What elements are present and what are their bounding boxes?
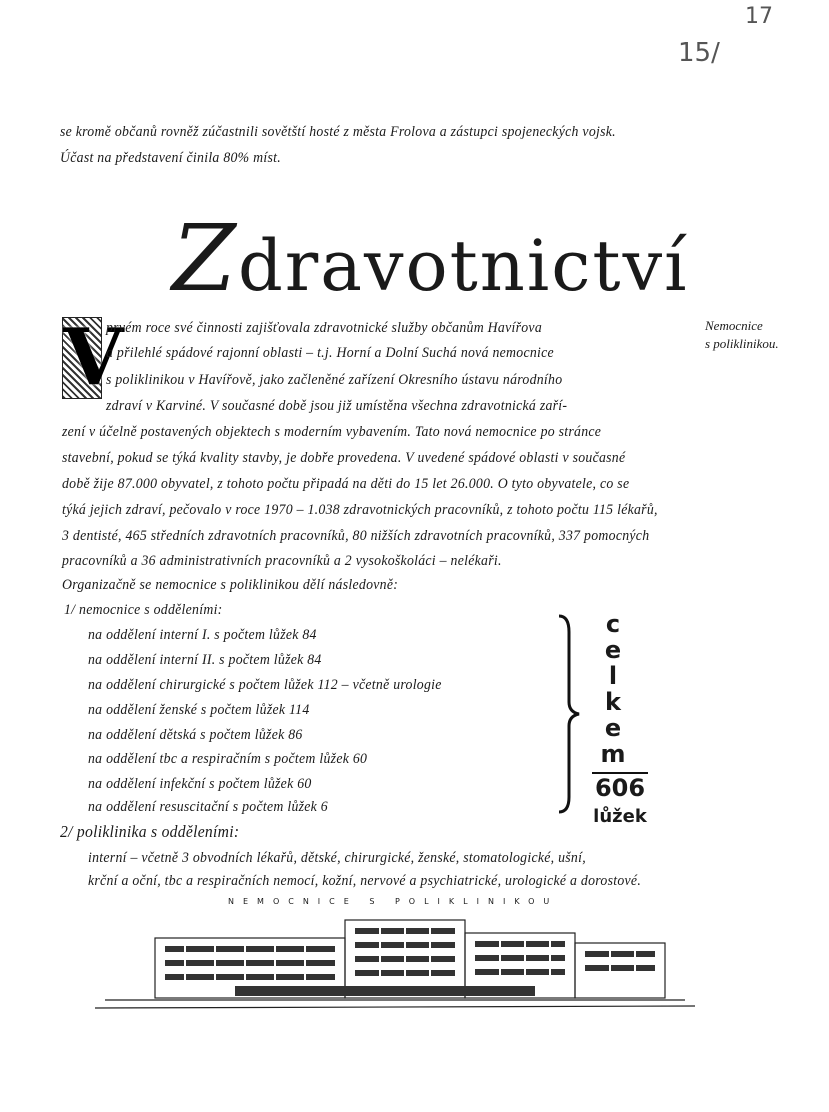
hospital-ward: na oddělení interní II. s počtem lůžek 84 bbox=[88, 652, 322, 668]
total-value: 606 bbox=[594, 774, 646, 802]
margin-note: s poliklinikou. bbox=[705, 336, 779, 351]
hospital-ward: na oddělení dětská s počtem lůžek 86 bbox=[88, 727, 303, 743]
total-letter: c bbox=[605, 610, 621, 638]
paragraph-line: stavební, pokud se týká kvality stavby, je dobře provedena. V uvedené spádové oblasti v současné bbox=[62, 450, 626, 466]
hospital-ward: na oddělení chirurgické s počtem lůžek 112 – včetně urologie bbox=[88, 677, 442, 693]
archive-number: 17 bbox=[745, 4, 773, 29]
paragraph-line: zdraví v Karviné. V současné době jsou již umístěna všechna zdravotnická zaří- bbox=[106, 398, 568, 414]
total-letter: e bbox=[604, 714, 622, 742]
total-unit: lůžek bbox=[593, 806, 647, 827]
intro-line: se kromě občanů rovněž zúčastnili sovětští hosté z města Frolova a zástupci spojeneckých vojsk. bbox=[60, 124, 616, 140]
section-title bbox=[172, 205, 689, 312]
total-letter: e bbox=[604, 636, 622, 664]
paragraph-line: zení v účelně postavených objektech s moderním vybavením. Tato nová nemocnice po stránce bbox=[62, 424, 602, 440]
paragraph-line: době žije 87.000 obyvatel, z tohoto počtu připadá na děti do 15 let 26.000. O tyto obyvatele, co se bbox=[62, 476, 630, 492]
hospital-ward: na oddělení interní I. s počtem lůžek 84 bbox=[88, 627, 317, 643]
paragraph-line: pracovníků a 36 administrativních pracovníků a 2 vysokoškoláci – nelékaři. bbox=[62, 553, 502, 569]
polyclinic-heading: 2/ poliklinika s odděleními: bbox=[60, 822, 240, 841]
paragraph-line: a přilehlé spádové rajonní oblasti – t.j. Horní a Dolní Suchá nová nemocnice bbox=[106, 345, 554, 361]
total-letter: k bbox=[605, 688, 621, 716]
paragraph-line: s poliklinikou v Havířově, jako začleněné zařízení Okresního ústavu národního bbox=[106, 372, 563, 388]
title-initial: Z bbox=[172, 205, 238, 312]
drop-cap-letter: V bbox=[63, 312, 124, 403]
brace bbox=[555, 612, 585, 817]
polyclinic-line: krční a oční, tbc a respiračních nemocí, kožní, nervové a psychiatrické, urologické a dorostové. bbox=[88, 873, 642, 889]
hospital-ward: na oddělení tbc a respiračním s počtem lůžek 60 bbox=[88, 751, 368, 767]
hospital-building-illustration bbox=[95, 908, 695, 1018]
paragraph-line: 3 dentisté, 465 středních zdravotních pracovníků, 80 nižších zdravotních pracovníků, 337 pomocných bbox=[62, 528, 650, 544]
polyclinic-line: interní – včetně 3 obvodních lékařů, dětské, chirurgické, ženské, stomatologické, ušní, bbox=[88, 850, 586, 866]
illustration-caption: NEMOCNICE S POLIKLINIKOU bbox=[228, 897, 559, 906]
hospital-heading: 1/ nemocnice s odděleními: bbox=[64, 602, 223, 618]
paragraph-line: týká jejich zdraví, pečovalo v roce 1970 – 1.038 zdravotnických pracovníků, z tohoto počtu 115 lékařů, bbox=[62, 502, 658, 518]
paragraph-line: prvém roce své činnosti zajišťovala zdravotnické služby občanům Havířova bbox=[106, 320, 542, 336]
paragraph-line: Organizačně se nemocnice s poliklinikou dělí následovně: bbox=[62, 577, 399, 593]
title-rest: dravotnictví bbox=[237, 225, 689, 307]
hospital-ward: na oddělení resuscitační s počtem lůžek 6 bbox=[88, 799, 328, 815]
hospital-ward: na oddělení infekční s počtem lůžek 60 bbox=[88, 776, 312, 792]
hospital-ward: na oddělení ženské s počtem lůžek 114 bbox=[88, 702, 310, 718]
drop-cap bbox=[62, 312, 124, 403]
total-letter: m bbox=[600, 740, 626, 768]
margin-note: Nemocnice bbox=[705, 318, 763, 333]
intro-line: Účast na představení činila 80% míst. bbox=[60, 150, 282, 166]
page-number: 15/ bbox=[678, 38, 720, 68]
total-letter: l bbox=[608, 662, 618, 690]
